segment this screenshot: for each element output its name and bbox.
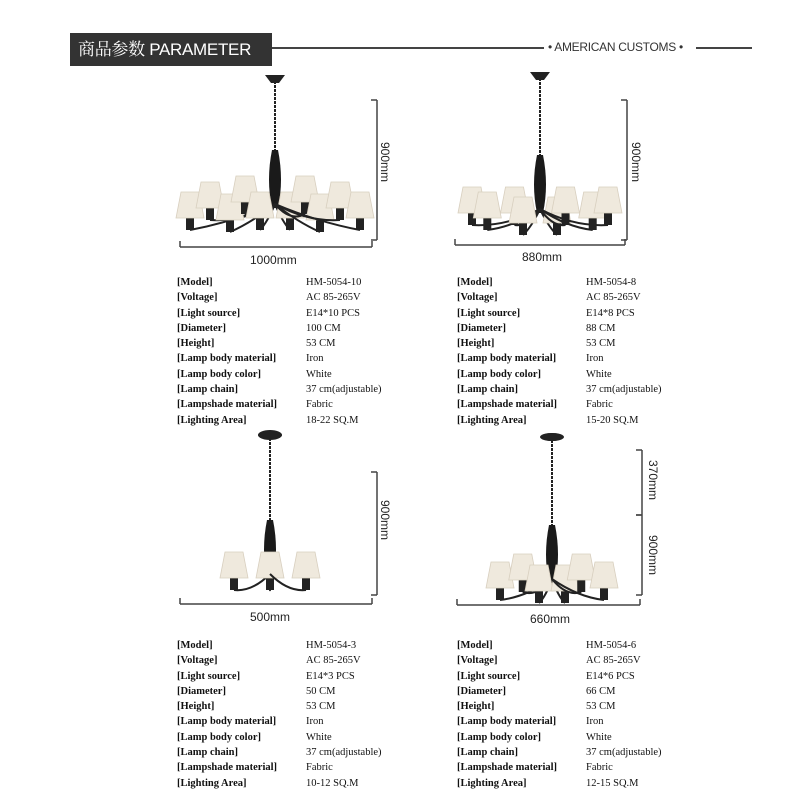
spec-value: 100 CM [306,322,341,334]
width-dimension: 660mm [530,612,571,626]
candle-cup [266,578,274,590]
spec-value: 37 cm(adjustable) [586,384,662,396]
spec-row [177,290,437,305]
spec-row [457,745,717,760]
candle-cup [535,591,543,603]
spec-row [177,730,437,745]
spec-value: HM-5054-6 [586,640,637,651]
spec-value: 53 CM [586,338,616,350]
spec-label: [Lamp chain] [457,747,518,759]
spec-value: HM-5054-10 [306,277,362,288]
spec-value: 15-20 SQ.M [586,414,639,426]
spec-label: [Light source] [177,670,241,682]
spec-value: 12-15 SQ.M [586,777,639,789]
spec-table [177,275,437,428]
spec-value: AC 85-265V [306,292,361,304]
spec-row [177,367,437,382]
spec-label: [Lighting Area] [177,414,247,426]
spec-label: [Light source] [457,670,521,682]
spec-label: [Lamp body material] [177,353,277,365]
spec-row [177,745,437,760]
spec-row [177,684,437,699]
spec-label: [Model] [177,277,213,288]
height-dimension: 900mm [378,142,392,183]
spec-label: [Lamp body color] [457,368,541,380]
lamp-shade [473,192,501,218]
spec-row [177,699,437,714]
spec-label: [Lamp body color] [177,731,261,743]
spec-label: [Diameter] [457,322,506,334]
candle-cup [302,578,310,590]
spec-row [177,653,437,668]
spec-value: 37 cm(adjustable) [306,384,382,396]
spec-value: AC 85-265V [586,655,641,667]
spec-value: 53 CM [306,338,336,350]
spec-label: [Lighting Area] [177,777,247,789]
lamp-shade [346,192,374,218]
spec-label: [Model] [457,277,493,288]
spec-label: [Diameter] [457,685,506,697]
spec-row [177,413,437,428]
section-title: 商品参数 PARAMETER [70,33,272,66]
spec-value: Iron [586,353,604,365]
spec-value: E14*10 PCS [306,307,360,319]
spec-row [177,306,437,321]
spec-table [457,638,717,791]
candle-cup [577,580,585,592]
spec-row [177,382,437,397]
spec-row [177,714,437,729]
spec-value: White [306,731,332,743]
spec-value: 88 CM [586,322,616,334]
spec-label: [Lamp chain] [177,384,238,396]
canopy [540,433,564,441]
spec-value: Fabric [586,399,613,411]
candle-cup [600,588,608,600]
spec-row [457,382,717,397]
spec-label: [Lampshade material] [177,399,278,411]
candle-cup [230,578,238,590]
spec-value: E14*8 PCS [586,307,635,319]
spec-row [177,351,437,366]
spec-label: [Height] [177,701,215,713]
spec-row [457,321,717,336]
spec-label: [Voltage] [457,655,498,667]
spec-row [457,669,717,684]
candle-cup [604,213,612,225]
spec-row [457,699,717,714]
spec-table [457,275,717,428]
spec-label: [Diameter] [177,685,226,697]
spec-value: HM-5054-3 [306,640,357,651]
spec-label: [Model] [177,640,213,651]
spec-label: [Model] [457,640,493,651]
candle-cup [519,223,527,235]
spec-value: White [586,368,612,380]
height-dimension: 900mm [629,142,643,183]
spec-label: [Voltage] [177,655,218,667]
spec-value: HM-5054-8 [586,277,637,288]
spec-row [457,653,717,668]
candle-cup [186,218,194,230]
candle-cup [206,208,214,220]
candle-cup [356,218,364,230]
spec-value: 66 CM [586,685,616,697]
spec-label: [Diameter] [177,322,226,334]
candle-cup [226,220,234,232]
spec-value: 53 CM [586,701,616,713]
spec-label: [Lamp body material] [457,716,557,728]
spec-label: [Voltage] [457,292,498,304]
canopy [258,431,282,439]
candle-cup [256,218,264,230]
spec-row [457,306,717,321]
spec-label: [Lamp chain] [457,384,518,396]
spec-label: [Lighting Area] [457,414,527,426]
brand-label: • AMERICAN CUSTOMS • [548,40,683,54]
spec-label: [Lamp body material] [177,716,277,728]
spec-value: Fabric [586,762,613,774]
width-dimension: 880mm [522,250,563,264]
spec-row [457,351,717,366]
lamp-shade [292,552,320,578]
lamp-body [534,155,546,213]
height-dimension: 900mm [378,500,392,541]
spec-label: [Voltage] [177,292,218,304]
width-dimension: 1000mm [250,253,297,267]
spec-row [457,730,717,745]
spec-row [457,275,717,290]
spec-label: [Lampshade material] [177,762,278,774]
spec-row [457,684,717,699]
spec-label: [Lamp body material] [457,353,557,365]
spec-row [457,760,717,775]
spec-value: Fabric [306,762,333,774]
spec-value: White [306,368,332,380]
spec-value: 37 cm(adjustable) [586,747,662,759]
spec-label: [Height] [457,338,495,350]
spec-value: 37 cm(adjustable) [306,747,382,759]
lamp-shade [552,187,580,213]
spec-row [177,321,437,336]
lamp-shade [525,565,553,591]
lamp-shade [590,562,618,588]
spec-row [177,669,437,684]
spec-row [177,397,437,412]
spec-row [457,290,717,305]
spec-value: 53 CM [306,701,336,713]
spec-row [177,638,437,653]
lamp-shade [509,197,537,223]
spec-value: Iron [306,716,324,728]
spec-label: [Lamp chain] [177,747,238,759]
spec-value: 10-12 SQ.M [306,777,359,789]
spec-label: [Lamp body color] [177,368,261,380]
width-dimension: 500mm [250,610,291,624]
spec-value: E14*3 PCS [306,670,355,682]
spec-row [177,275,437,290]
spec-label: [Height] [457,701,495,713]
spec-label: [Height] [177,338,215,350]
spec-label: [Light source] [177,307,241,319]
spec-label: [Lamp body color] [457,731,541,743]
spec-row [457,714,717,729]
spec-row [457,397,717,412]
spec-label: [Lighting Area] [457,777,527,789]
candle-cup [496,588,504,600]
spec-row [457,413,717,428]
spec-value: E14*6 PCS [586,670,635,682]
spec-value: Iron [586,716,604,728]
lamp-shade [246,192,274,218]
spec-value: Iron [306,353,324,365]
spec-value: White [586,731,612,743]
spec-label: [Light source] [457,307,521,319]
spec-row [457,776,717,791]
spec-value: AC 85-265V [586,292,641,304]
lamp-shade [594,187,622,213]
spec-row [457,638,717,653]
candle-cup [286,218,294,230]
spec-row [457,367,717,382]
candle-cup [336,208,344,220]
spec-value: 50 CM [306,685,336,697]
lamp-shade [567,554,595,580]
spec-value: Fabric [306,399,333,411]
candle-cup [483,218,491,230]
spec-label: [Lampshade material] [457,762,558,774]
spec-value: 18-22 SQ.M [306,414,359,426]
spec-table [177,638,437,791]
lamp-shade [220,552,248,578]
chain-dimension: 370mm [646,460,660,501]
spec-row [177,336,437,351]
spec-label: [Lampshade material] [457,399,558,411]
spec-row [457,336,717,351]
height-dimension: 900mm [646,535,660,576]
spec-row [177,760,437,775]
spec-row [177,776,437,791]
spec-value: AC 85-265V [306,655,361,667]
